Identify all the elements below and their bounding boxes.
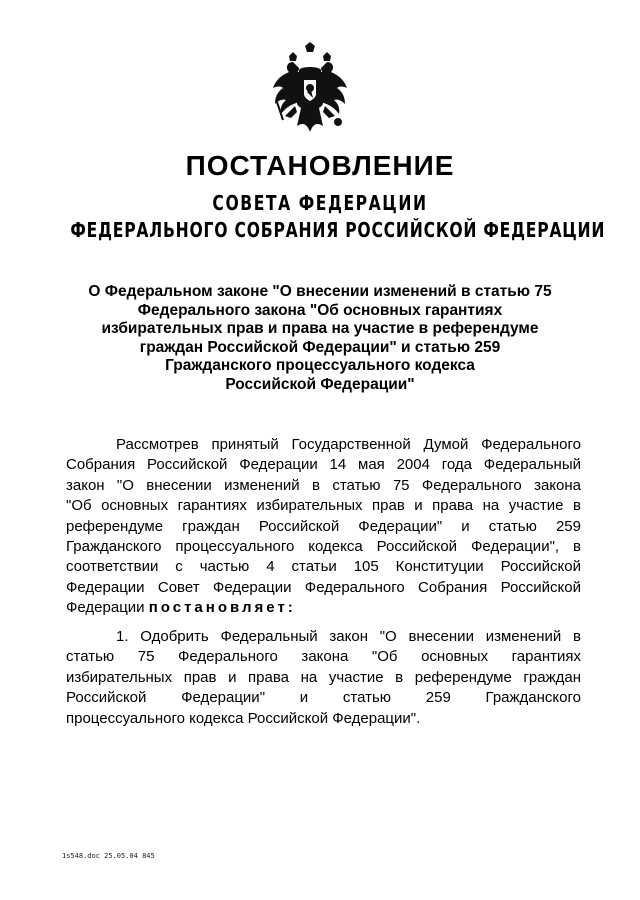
heading-line: граждан Российской Федерации" и статью 259 bbox=[139, 338, 501, 356]
paragraph-line-prefix: Федерации bbox=[66, 599, 149, 617]
issuer-line-1: СОВЕТА ФЕДЕРАЦИИ bbox=[212, 191, 428, 215]
paragraph-line: референдуме граждан Российской Федерации" и статью 259 bbox=[66, 517, 581, 535]
file-reference-footer: 1s548.doc 25.05.04 845 bbox=[62, 852, 155, 860]
heading-line: О Федеральном законе "О внесении изменений в статью 75 bbox=[88, 283, 552, 300]
paragraph-line: избирательных прав и права на участие в референдуме граждан bbox=[66, 668, 581, 686]
paragraph-line: Федерации Совет Федерации Федерального Собрания Российской bbox=[66, 578, 581, 596]
paragraph-line: Собрания Российской Федерации 14 мая 2004 года Федеральный bbox=[66, 456, 581, 474]
decree-verb: постановляет: bbox=[148, 599, 296, 617]
paragraph-line: 1. Одобрить Федеральный закон "О внесении изменений в bbox=[116, 628, 581, 645]
paragraph-line: статью 75 Федерального закона "Об основных гарантиях bbox=[66, 648, 581, 666]
paragraph-line: Российской Федерации" и статью 259 Гражданского bbox=[66, 689, 581, 707]
heading-line: Федерального закона "Об основных гарантиях bbox=[137, 301, 503, 319]
paragraph-line: процессуального кодекса Российской Федерации". bbox=[66, 709, 421, 727]
resolution-heading bbox=[40, 283, 600, 394]
paragraph-line bbox=[66, 598, 581, 618]
heading-line: избирательных прав и права на участие в референдуме bbox=[101, 320, 539, 337]
heading-line: Российской Федерации" bbox=[225, 375, 415, 393]
double-headed-eagle-icon bbox=[271, 42, 349, 142]
document-title: ПОСТАНОВЛЕНИЕ bbox=[185, 150, 455, 181]
paragraph-line: закон "О внесении изменений в статью 75 Федерального закона bbox=[66, 476, 581, 494]
issuer-line-2: ФЕДЕРАЛЬНОГО СОБРАНИЯ РОССИЙСКОЙ ФЕДЕРАЦИИ bbox=[70, 218, 606, 242]
paragraph-line: Гражданского процессуального кодекса Российской Федерации", в bbox=[66, 538, 581, 556]
paragraph-line: соответствии с частью 4 статьи 105 Конституции Российской bbox=[66, 558, 581, 576]
paragraph-line: "Об основных гарантиях избирательных прав и права на участие в bbox=[66, 497, 581, 515]
decision-paragraph bbox=[66, 627, 581, 729]
paragraph-line: Рассмотрев принятый Государственной Думой Федерального bbox=[116, 436, 581, 453]
heading-line: Гражданского процессуального кодекса bbox=[165, 357, 475, 374]
preamble-paragraph bbox=[66, 435, 581, 619]
